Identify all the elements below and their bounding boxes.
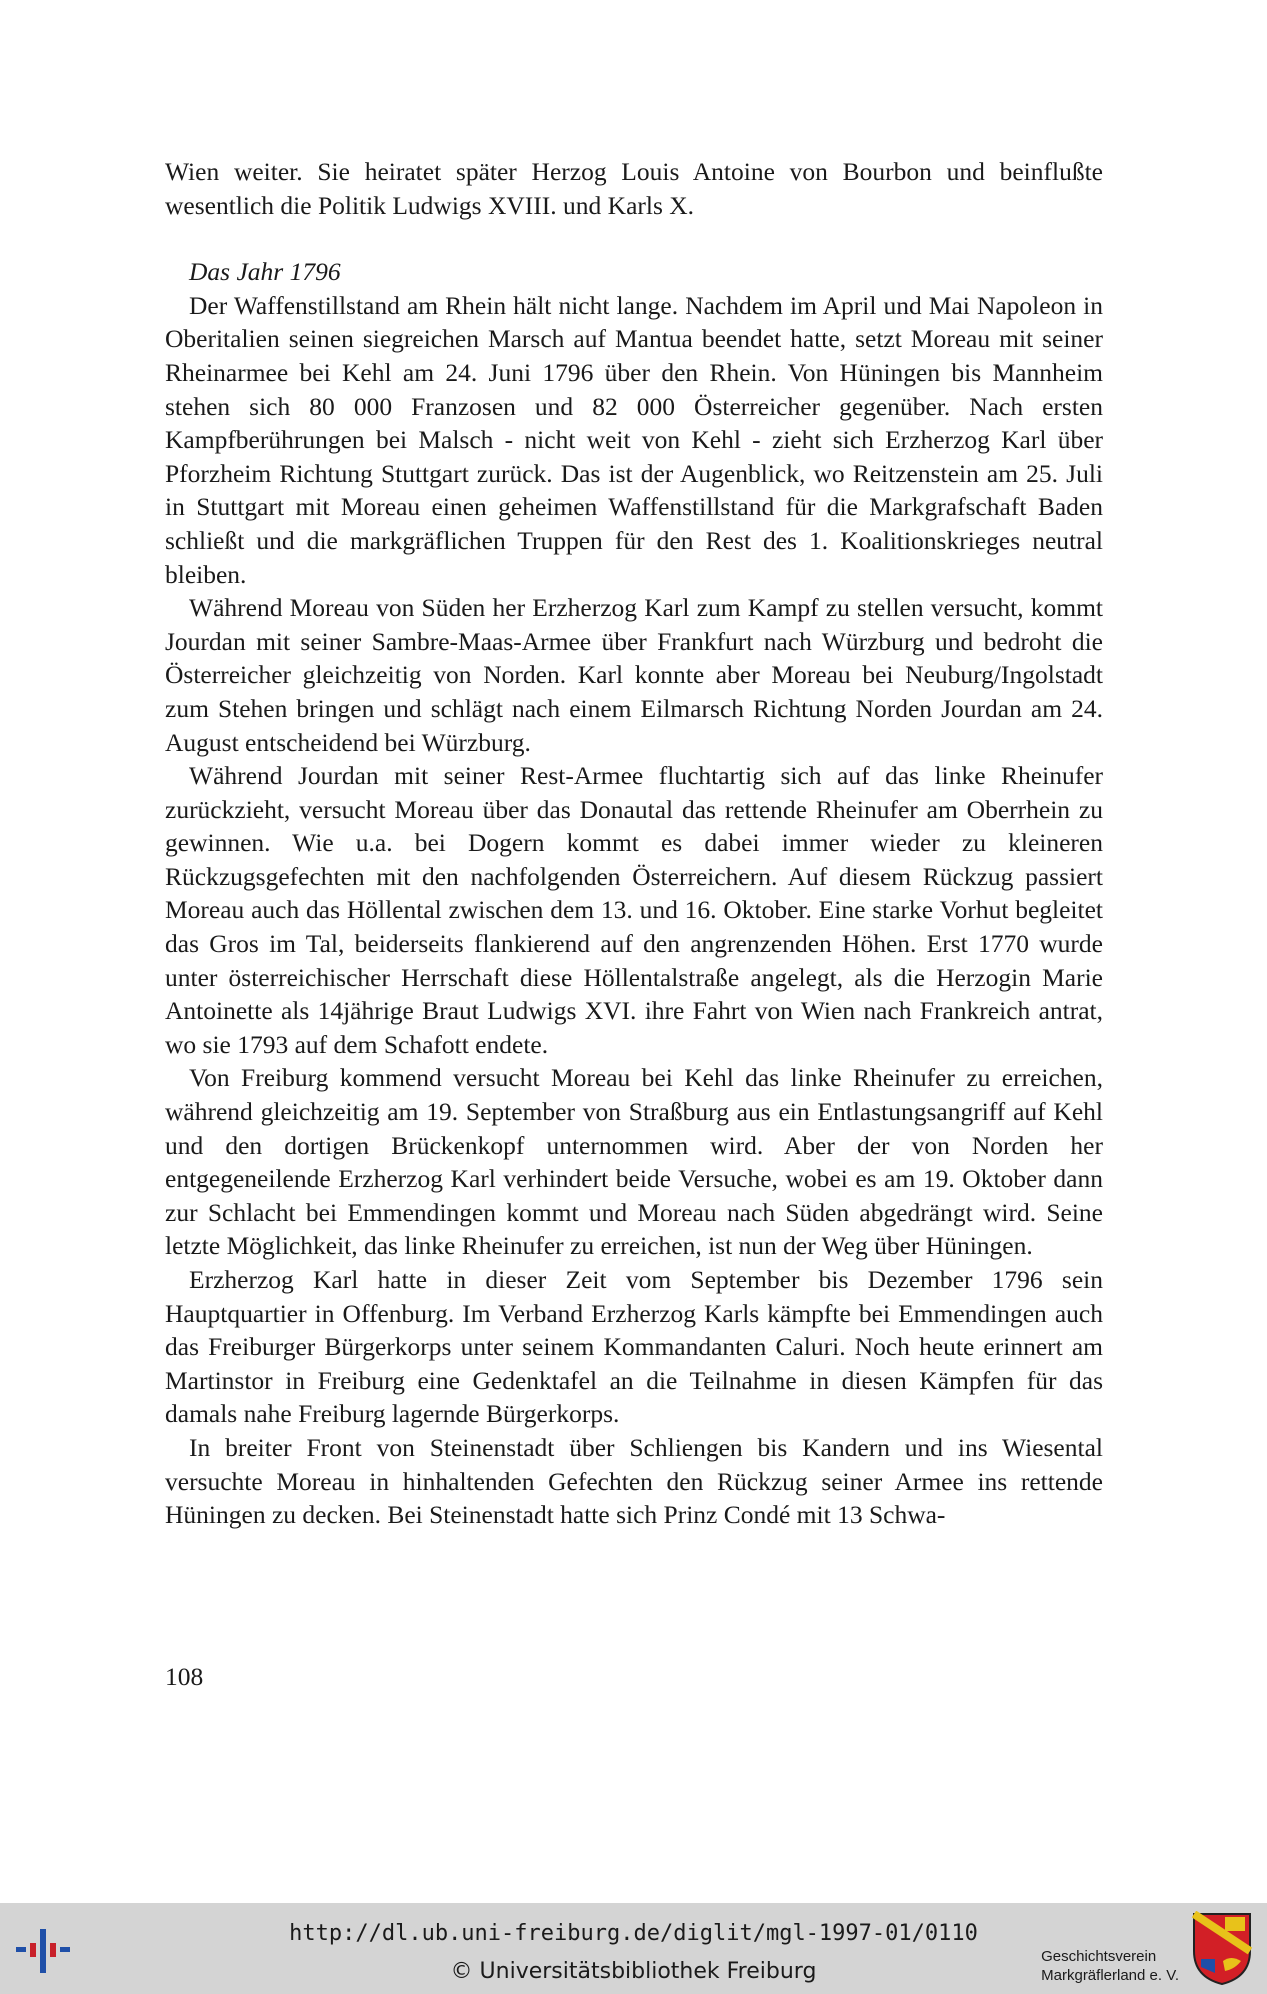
section-heading: Das Jahr 1796 (189, 257, 341, 287)
paragraph: Von Freiburg kommend versucht Moreau bei Kehl das linke Rheinufer zu erreichen, während gleichzeitig am 19. September von Straßburg aus ein Entlastungsangriff auf Kehl und den dortigen Brückenkopf unternommen wird. Aber der von Norden her entgegeneilende Erzherzog Karl verhindert beide Versuche, wobei es am 19. Oktober dann zur Schlacht bei Emmendingen kommt und Moreau nach Süden abgedrängt wird. Seine letzte Möglichkeit, das linke Rheinufer zu erreichen, ist nun der Weg über Hüningen. (165, 1063, 1103, 1261)
paragraph-intro: Wien weiter. Sie heiratet später Herzog Louis Antoine von Bourbon und beinflußte wesentlich die Politik Ludwigs XVIII. und Karls X. (165, 157, 1103, 220)
footer-bar (0, 1903, 1267, 1994)
page-body (165, 155, 1103, 1532)
paragraph: Der Waffenstillstand am Rhein hält nicht lange. Nachdem im April und Mai Napoleon in Oberitalien seinen siegreichen Marsch auf Mantua beendet hatte, setzt Moreau mit seiner Rheinarmee bei Kehl am 24. Juni 1796 über den Rhein. Von Hüningen bis Mannheim stehen sich 80 000 Franzosen und 82 000 Österreicher gegenüber. Nach ersten Kampfberührungen bei Malsch - nicht weit von Kehl - zieht sich Erzherzog Karl über Pforzheim Richtung Stuttgart zurück. Das ist der Augenblick, wo Reitzenstein am 25. Juli in Stuttgart mit Moreau einen geheimen Waffenstillstand für die Markgrafschaft Baden schließt und die markgräflichen Truppen für den Rest des 1. Koalitionskrieges neutral bleiben. (165, 290, 1103, 589)
page-number: 108 (165, 1662, 204, 1691)
document-url-link[interactable]: http://dl.ub.uni-freiburg.de/diglit/mgl-1997-01/0110 (289, 1921, 978, 1946)
paragraph: In breiter Front von Steinenstadt über Schliengen bis Kandern und ins Wiesental versuchte Moreau in hinhaltenden Gefechten den Rückzug seiner Armee ins rettende Hüningen zu decken. Bei Steinenstadt hatte sich Prinz Condé mit 13 Schwa- (165, 1432, 1103, 1530)
society-name (1041, 1947, 1179, 1985)
paragraph: Erzherzog Karl hatte in dieser Zeit vom September bis Dezember 1796 sein Hauptquartier in Offenburg. Im Verband Erzherzog Karls kämpfte bei Emmendingen auch das Freiburger Bürgerkorps unter seinem Kommandanten Caluri. Noch heute erinnert am Martinstor in Freiburg eine Gedenktafel an die Teilnahme in diesen Kämpfen für das damals nahe Freiburg lagernde Bürgerkorps. (165, 1265, 1103, 1429)
paragraph: Während Jourdan mit seiner Rest-Armee fluchtartig sich auf das linke Rheinufer zurückzieht, versucht Moreau über das Donautal das rettende Rheinufer am Oberrhein zu gewinnen. Wie u.a. bei Dogern kommt es dabei immer wieder zu kleineren Rückzugsgefechten mit den nachfolgenden Österreichern. Auf diesem Rückzug passiert Moreau auch das Höllental zwischen dem 13. und 16. Oktober. Eine starke Vorhut begleitet das Gros im Tal, beiderseits flankierend auf den angrenzenden Höhen. Erst 1770 wurde unter österreichischer Herrschaft diese Höllentalstraße angelegt, als die Herzogin Marie Antoinette als 14jährige Braut Ludwigs XVI. ihre Fahrt von Wien nach Frankreich antrat, wo sie 1793 auf dem Schafott endete. (165, 761, 1103, 1059)
coat-of-arms-icon (1191, 1911, 1253, 1987)
paragraph: Während Moreau von Süden her Erzherzog Karl zum Kampf zu stellen versucht, kommt Jourdan mit seiner Sambre-Maas-Armee über Frankfurt nach Würzburg und bedroht die Österreicher gleichzeitig von Norden. Karl konnte aber Moreau bei Neuburg/Ingolstadt zum Stehen bringen und schlägt nach einem Eilmarsch Richtung Norden Jourdan am 24. August entscheidend bei Würzburg. (165, 593, 1103, 757)
society-line-1: Geschichtsverein (1041, 1948, 1157, 1965)
copyright-text: © Universitätsbibliothek Freiburg (450, 1959, 817, 1984)
society-line-2: Markgräflerland e. V. (1041, 1967, 1179, 1984)
